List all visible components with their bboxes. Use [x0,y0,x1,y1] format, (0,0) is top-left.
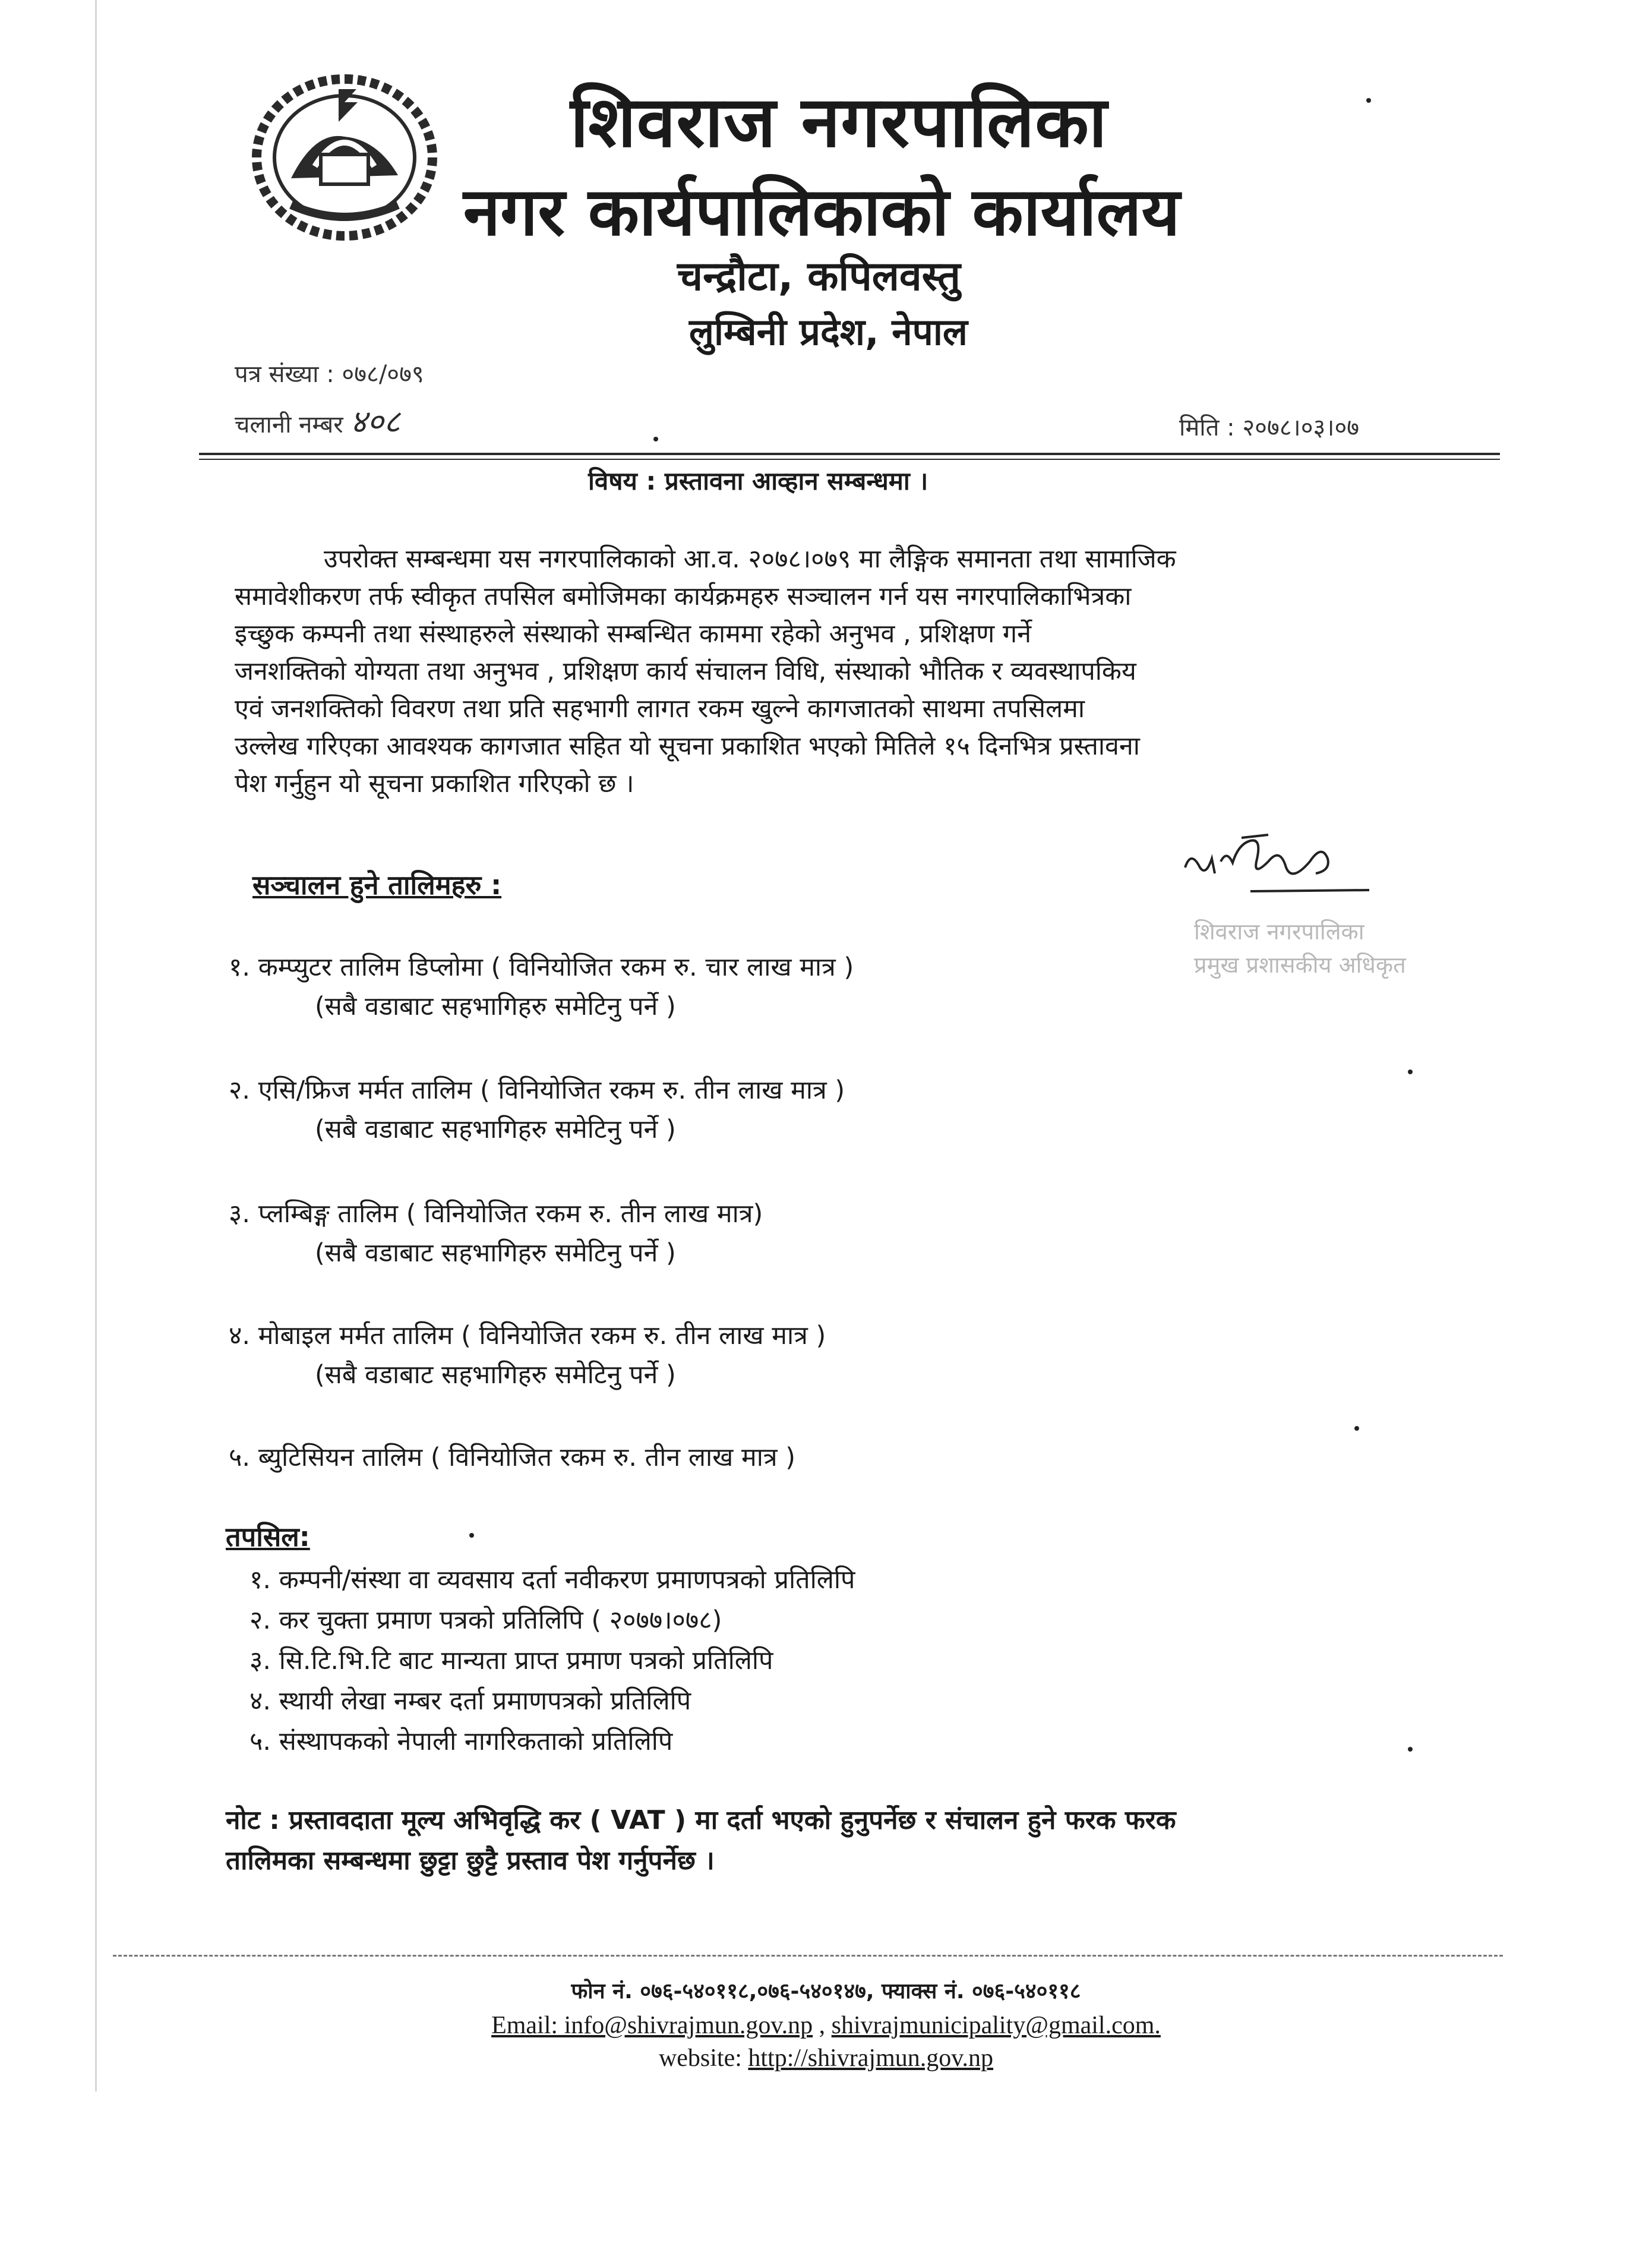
training-title: ३. प्लम्बिङ्ग तालिम ( विनियोजित रकम रु. तीन लाख मात्र) [229,1199,763,1229]
dispatch-value-handwritten: ४०८ [350,403,400,440]
header-divider-thin [199,459,1500,460]
note-block [226,1800,1402,1881]
training-title: २. एसि/फ्रिज मर्मत तालिम ( विनियोजित रकम रु. तीन लाख मात्र ) [229,1075,845,1105]
municipality-name: शिवराज नगरपालिका [570,81,1108,163]
header-divider [199,453,1500,455]
training-title: ४. मोबाइल मर्मत तालिम ( विनियोजित रकम रु. तीन लाख मात्र ) [229,1321,826,1351]
scan-speck [1366,98,1371,103]
annex-item: ४. स्थायी लेखा नम्बर दर्ता प्रमाणपत्रको प्रतिलिपि [249,1686,691,1716]
training-title: १. कम्प्युटर तालिम डिप्लोमा ( विनियोजित रकम रु. चार लाख मात्र ) [229,952,854,982]
annex-item: २. कर चुक्ता प्रमाण पत्रको प्रतिलिपि ( २०७७।०७८) [249,1605,722,1635]
scan-speck [1408,1747,1413,1752]
handwritten-signature-icon [1179,826,1375,903]
alt-email-link[interactable]: shivrajmunicipality@gmail.com. [831,2012,1161,2039]
footer-email [0,2011,1652,2040]
stamp-line: शिवराज नगरपालिका [1194,919,1364,945]
scan-page-edge [95,0,97,2091]
footer-divider [113,1955,1503,1957]
scan-speck [469,1533,474,1538]
training-note: (सबै वडाबाट सहभागिहरु समेटिनु पर्ने ) [315,1238,676,1268]
training-item [229,1316,826,1395]
letter-number: पत्र संख्या : ०७८/०७९ [235,361,424,388]
office-name: नगर कार्यपालिकाको कार्यालय [463,173,1180,251]
body-paragraph [235,541,1399,803]
annex-item: १. कम्पनी/संस्था वा व्यवसाय दर्ता नवीकरण प्रमाणपत्रको प्रतिलिपि [249,1565,855,1595]
training-title: ५. ब्युटिसियन तालिम ( विनियोजित रकम रु. तीन लाख मात्र ) [229,1443,796,1472]
trainings-heading: सञ्चालन हुने तालिमहरु : [252,869,502,901]
training-item [229,1438,795,1477]
training-note: (सबै वडाबाट सहभागिहरु समेटिनु पर्ने ) [315,1115,676,1144]
office-location: चन्द्रौटा, कपिलवस्तु [677,253,961,300]
body-line: उल्लेख गरिएका आवश्यक कागजात सहित यो सूचना प्रकाशित भएको मितिले १५ दिनभित्र प्रस्तावना [235,731,1140,761]
dispatch-number [235,398,400,442]
stamp-line: प्रमुख प्रशासकीय अधिकृत [1194,952,1406,978]
training-item [229,948,854,1026]
office-province: लुम्बिनी प्रदेश, नेपाल [689,310,968,354]
annex-list [249,1560,855,1762]
body-line: एवं जनशक्तिको विवरण तथा प्रति सहभागी लागत रकम खुल्ने कागजातको साथमा तपसिलमा [235,694,1085,724]
scan-speck [653,437,658,441]
website-link[interactable]: http://shivrajmun.gov.np [748,2045,994,2072]
body-line: उपरोक्त सम्बन्धमा यस नगरपालिकाको आ.व. २०७८।०७९ मा लैङ्गिक समानता तथा सामाजिक [324,544,1176,574]
body-line: पेश गर्नुहुन यो सूचना प्रकाशित गरिएको छ । [235,769,634,799]
website-label: website: [658,2045,748,2072]
email-separator: , [813,2012,832,2039]
annex-item: ५. संस्थापकको नेपाली नागरिकताको प्रतिलिपि [249,1727,673,1756]
annex-item: ३. सि.टि.भि.टि बाट मान्यता प्राप्त प्रमाण पत्रको प्रतिलिपि [249,1646,773,1676]
body-line: इच्छुक कम्पनी तथा संस्थाहरुले संस्थाको सम्बन्धित काममा रहेको अनुभव , प्रशिक्षण गर्ने [235,619,1031,649]
scan-speck [1408,1070,1413,1074]
email-link[interactable]: Email: info@shivrajmun.gov.np [491,2012,813,2039]
letter-date: मिति : २०७८।०३।०७ [1179,414,1360,441]
note-line: नोट : प्रस्तावदाता मूल्य अभिवृद्धि कर ( VAT ) मा दर्ता भएको हुनुपर्नेछ र संचालन हुने फरक फरक [226,1805,1176,1835]
training-item [229,1071,845,1149]
footer-phone: फोन नं. ०७६-५४०११८,०७६-५४०१४७, फ्याक्स नं. ०७६-५४०११८ [571,1979,1081,2004]
body-line: समावेशीकरण तर्फ स्वीकृत तपसिल बमोजिमका कार्यक्रमहरु सञ्चालन गर्न यस नगरपालिकाभित्रका [235,582,1132,611]
dispatch-label: चलानी नम्बर [235,411,343,438]
note-line: तालिमका सम्बन्धमा छुट्टा छुट्टै प्रस्ताव पेश गर्नुपर्नेछ । [226,1845,715,1876]
nepal-coat-of-arms-emblem-icon [249,65,440,244]
body-line: जनशक्तिको योग्यता तथा अनुभव , प्रशिक्षण कार्य संचालन विधि, संस्थाको भौतिक र व्यवस्थापकिय [235,657,1136,686]
training-note: (सबै वडाबाट सहभागिहरु समेटिनु पर्ने ) [315,1360,676,1390]
scan-speck [1354,1426,1359,1431]
subject-line: विषय : प्रस्तावना आव्हान सम्बन्धमा । [588,466,928,496]
training-note: (सबै वडाबाट सहभागिहरु समेटिनु पर्ने ) [315,992,676,1021]
training-item [229,1194,763,1273]
annex-heading: तपसिल: [226,1521,310,1553]
official-stamp [1194,915,1406,982]
footer-website [0,2044,1652,2072]
